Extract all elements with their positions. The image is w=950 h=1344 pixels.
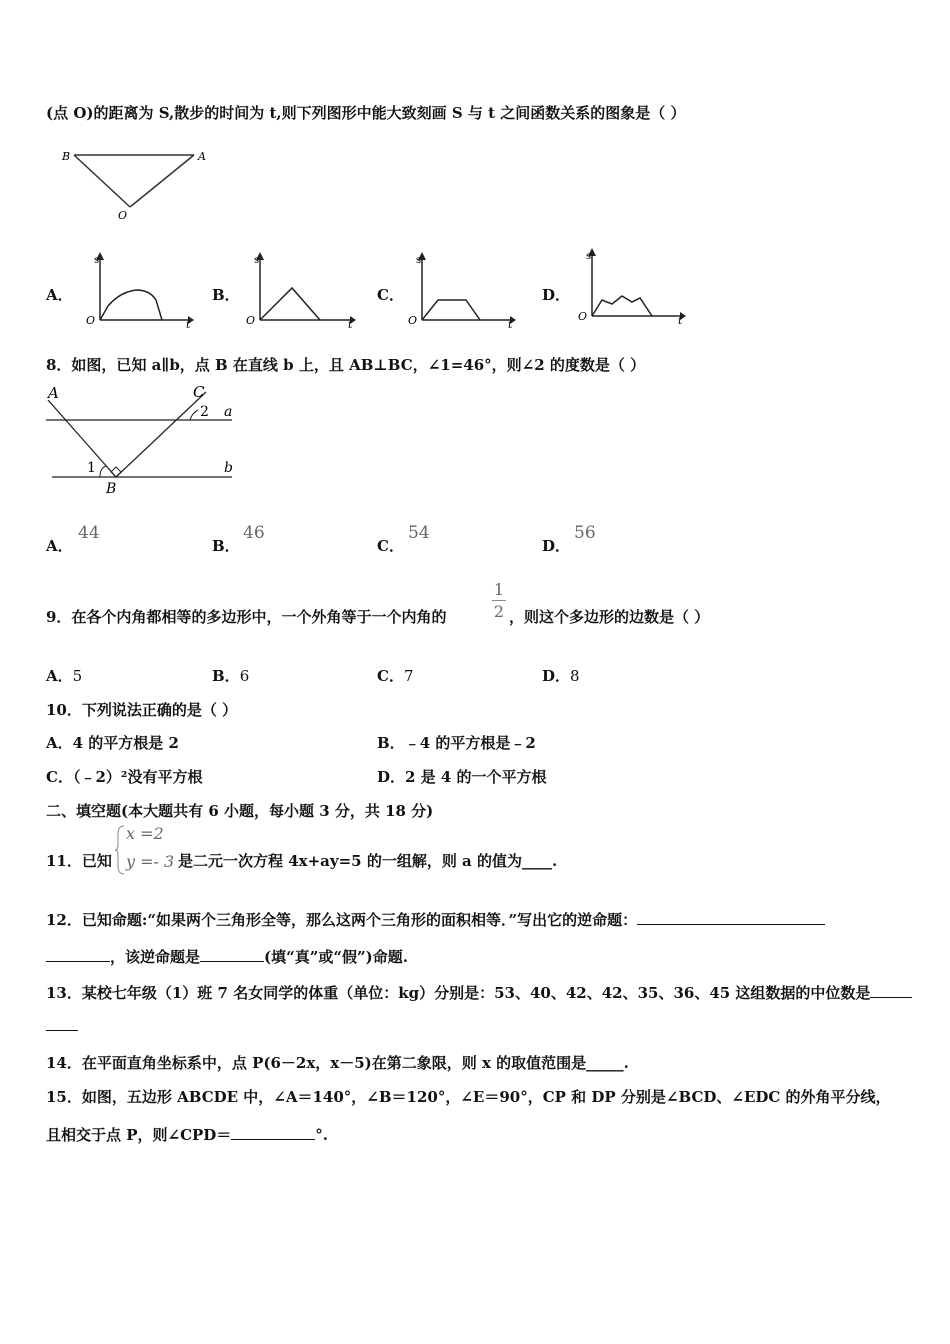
- q12-blank-1[interactable]: [637, 910, 825, 925]
- q14-text: 14．在平面直角坐标系中，点 P(6－2x，x－5)在第二象限，则 x 的取值范围是_____.: [46, 1054, 629, 1072]
- q12-line2: ，该逆命题是 (填“真”或“假”)命题.: [46, 946, 408, 967]
- q9-stem-b: ，则这个多边形的边数是（ ）: [509, 608, 710, 626]
- q8-figure: [40, 380, 250, 498]
- label-b: b: [224, 460, 233, 476]
- axis-s-label: s: [254, 255, 260, 266]
- q8-option-c-value: 54: [408, 523, 430, 543]
- q10-option-c[interactable]: C．（﹣2）²没有平方根: [46, 768, 203, 786]
- q7-option-c-graph[interactable]: [406, 250, 521, 330]
- axis-t-label: t: [678, 314, 683, 327]
- axis-s-label: s: [586, 251, 592, 262]
- q9-option-d[interactable]: D．8: [542, 667, 580, 685]
- q9-option-b[interactable]: B．6: [212, 667, 250, 685]
- axis-o-label: O: [86, 314, 96, 327]
- q7-path-figure: [58, 145, 218, 225]
- q13-line1: 13．某校七年级（1）班 7 名女同学的体重（单位：kg）分别是：53、40、42、42、35、36、45 这组数据的中位数是: [46, 982, 912, 1003]
- brace-icon: [114, 824, 126, 876]
- axis-s-label: s: [94, 255, 100, 266]
- q10-stem: 10．下列说法正确的是（ ）: [46, 701, 238, 719]
- label-o: O: [118, 209, 128, 222]
- q8-option-a-label[interactable]: A．: [46, 537, 73, 555]
- q15-line1: 15．如图，五边形 ABCDE 中，∠A＝140°，∠B＝120°，∠E＝90°，CP 和 DP 分别是∠BCD、∠EDC 的外角平分线，: [46, 1088, 891, 1106]
- q13-blank[interactable]: [870, 983, 912, 998]
- q7-option-c-label[interactable]: C．: [377, 286, 404, 304]
- fraction-denominator: 2: [493, 602, 505, 621]
- axis-o-label: O: [246, 314, 256, 327]
- axis-o-label: O: [408, 314, 418, 327]
- q7-stem: (点 O)的距离为 S,散步的时间为 t,则下列图形中能大致刻画 S 与 t 之间函数关系的图象是（ ）: [46, 104, 686, 122]
- q10-option-d[interactable]: D．2 是 4 的一个平方根: [377, 768, 547, 786]
- q8-option-b-label[interactable]: B．: [212, 537, 240, 555]
- q11-eq2: y =- 3: [126, 852, 175, 871]
- label-angle-1: 1: [87, 460, 96, 476]
- q9-stem-a: 9．在各个内角都相等的多边形中，一个外角等于一个内角的: [46, 608, 447, 626]
- q11-eq1: x =2: [126, 824, 164, 843]
- q7-option-a-graph[interactable]: [84, 250, 194, 330]
- q7-option-d-graph[interactable]: [576, 248, 691, 328]
- q8-option-d-value: 56: [574, 523, 596, 543]
- label-C: C: [193, 383, 205, 401]
- q9-option-c[interactable]: C．7: [377, 667, 414, 685]
- q7-option-d-label[interactable]: D．: [542, 286, 571, 304]
- q7-option-b-graph[interactable]: [244, 250, 359, 330]
- axis-t-label: t: [508, 318, 513, 330]
- q9-option-a[interactable]: A．5: [46, 667, 83, 685]
- section-heading: 二、填空题(本大题共有 6 小题，每小题 3 分，共 18 分): [46, 802, 434, 820]
- label-a: a: [224, 404, 233, 420]
- q10-option-b[interactable]: B．﹣4 的平方根是﹣2: [377, 734, 536, 752]
- q11-suffix: 是二元一次方程 4x+ay=5 的一组解，则 a 的值为____.: [178, 852, 558, 870]
- q12-blank-1-cont[interactable]: [46, 947, 110, 962]
- q13-blank-cont[interactable]: [46, 1016, 78, 1031]
- label-b: B: [62, 150, 71, 163]
- label-A: A: [48, 384, 59, 402]
- q7-option-b-label[interactable]: B．: [212, 286, 240, 304]
- q12-blank-2[interactable]: [200, 947, 264, 962]
- label-a: A: [198, 150, 206, 163]
- axis-t-label: t: [186, 318, 191, 330]
- q15-line2: 且相交于点 P，则∠CPD＝ °.: [46, 1126, 329, 1144]
- q8-option-d-label[interactable]: D．: [542, 537, 571, 555]
- axis-s-label: s: [416, 255, 422, 266]
- fraction-numerator: 1: [493, 580, 505, 599]
- label-angle-2: 2: [200, 404, 209, 420]
- axis-t-label: t: [348, 318, 353, 330]
- label-B: B: [106, 481, 117, 497]
- q11-prefix: 11．已知: [46, 852, 112, 870]
- q8-option-a-value: 44: [78, 523, 100, 543]
- q8-option-b-value: 46: [243, 523, 265, 543]
- q15-blank[interactable]: [231, 1125, 315, 1140]
- q10-option-a[interactable]: A．4 的平方根是 2: [46, 734, 179, 752]
- q8-stem: 8．如图，已知 a∥b，点 B 在直线 b 上，且 AB⊥BC，∠1=46°，则∠2 的度数是（ ）: [46, 356, 646, 374]
- q12-line1: 12．已知命题:“如果两个三角形全等，那么这两个三角形的面积相等．”写出它的逆命题：: [46, 909, 825, 930]
- q9-fraction: [492, 580, 506, 621]
- q13-line2: [46, 1016, 78, 1035]
- q7-option-a-label[interactable]: A．: [46, 286, 73, 304]
- axis-o-label: O: [578, 310, 588, 323]
- q8-option-c-label[interactable]: C．: [377, 537, 404, 555]
